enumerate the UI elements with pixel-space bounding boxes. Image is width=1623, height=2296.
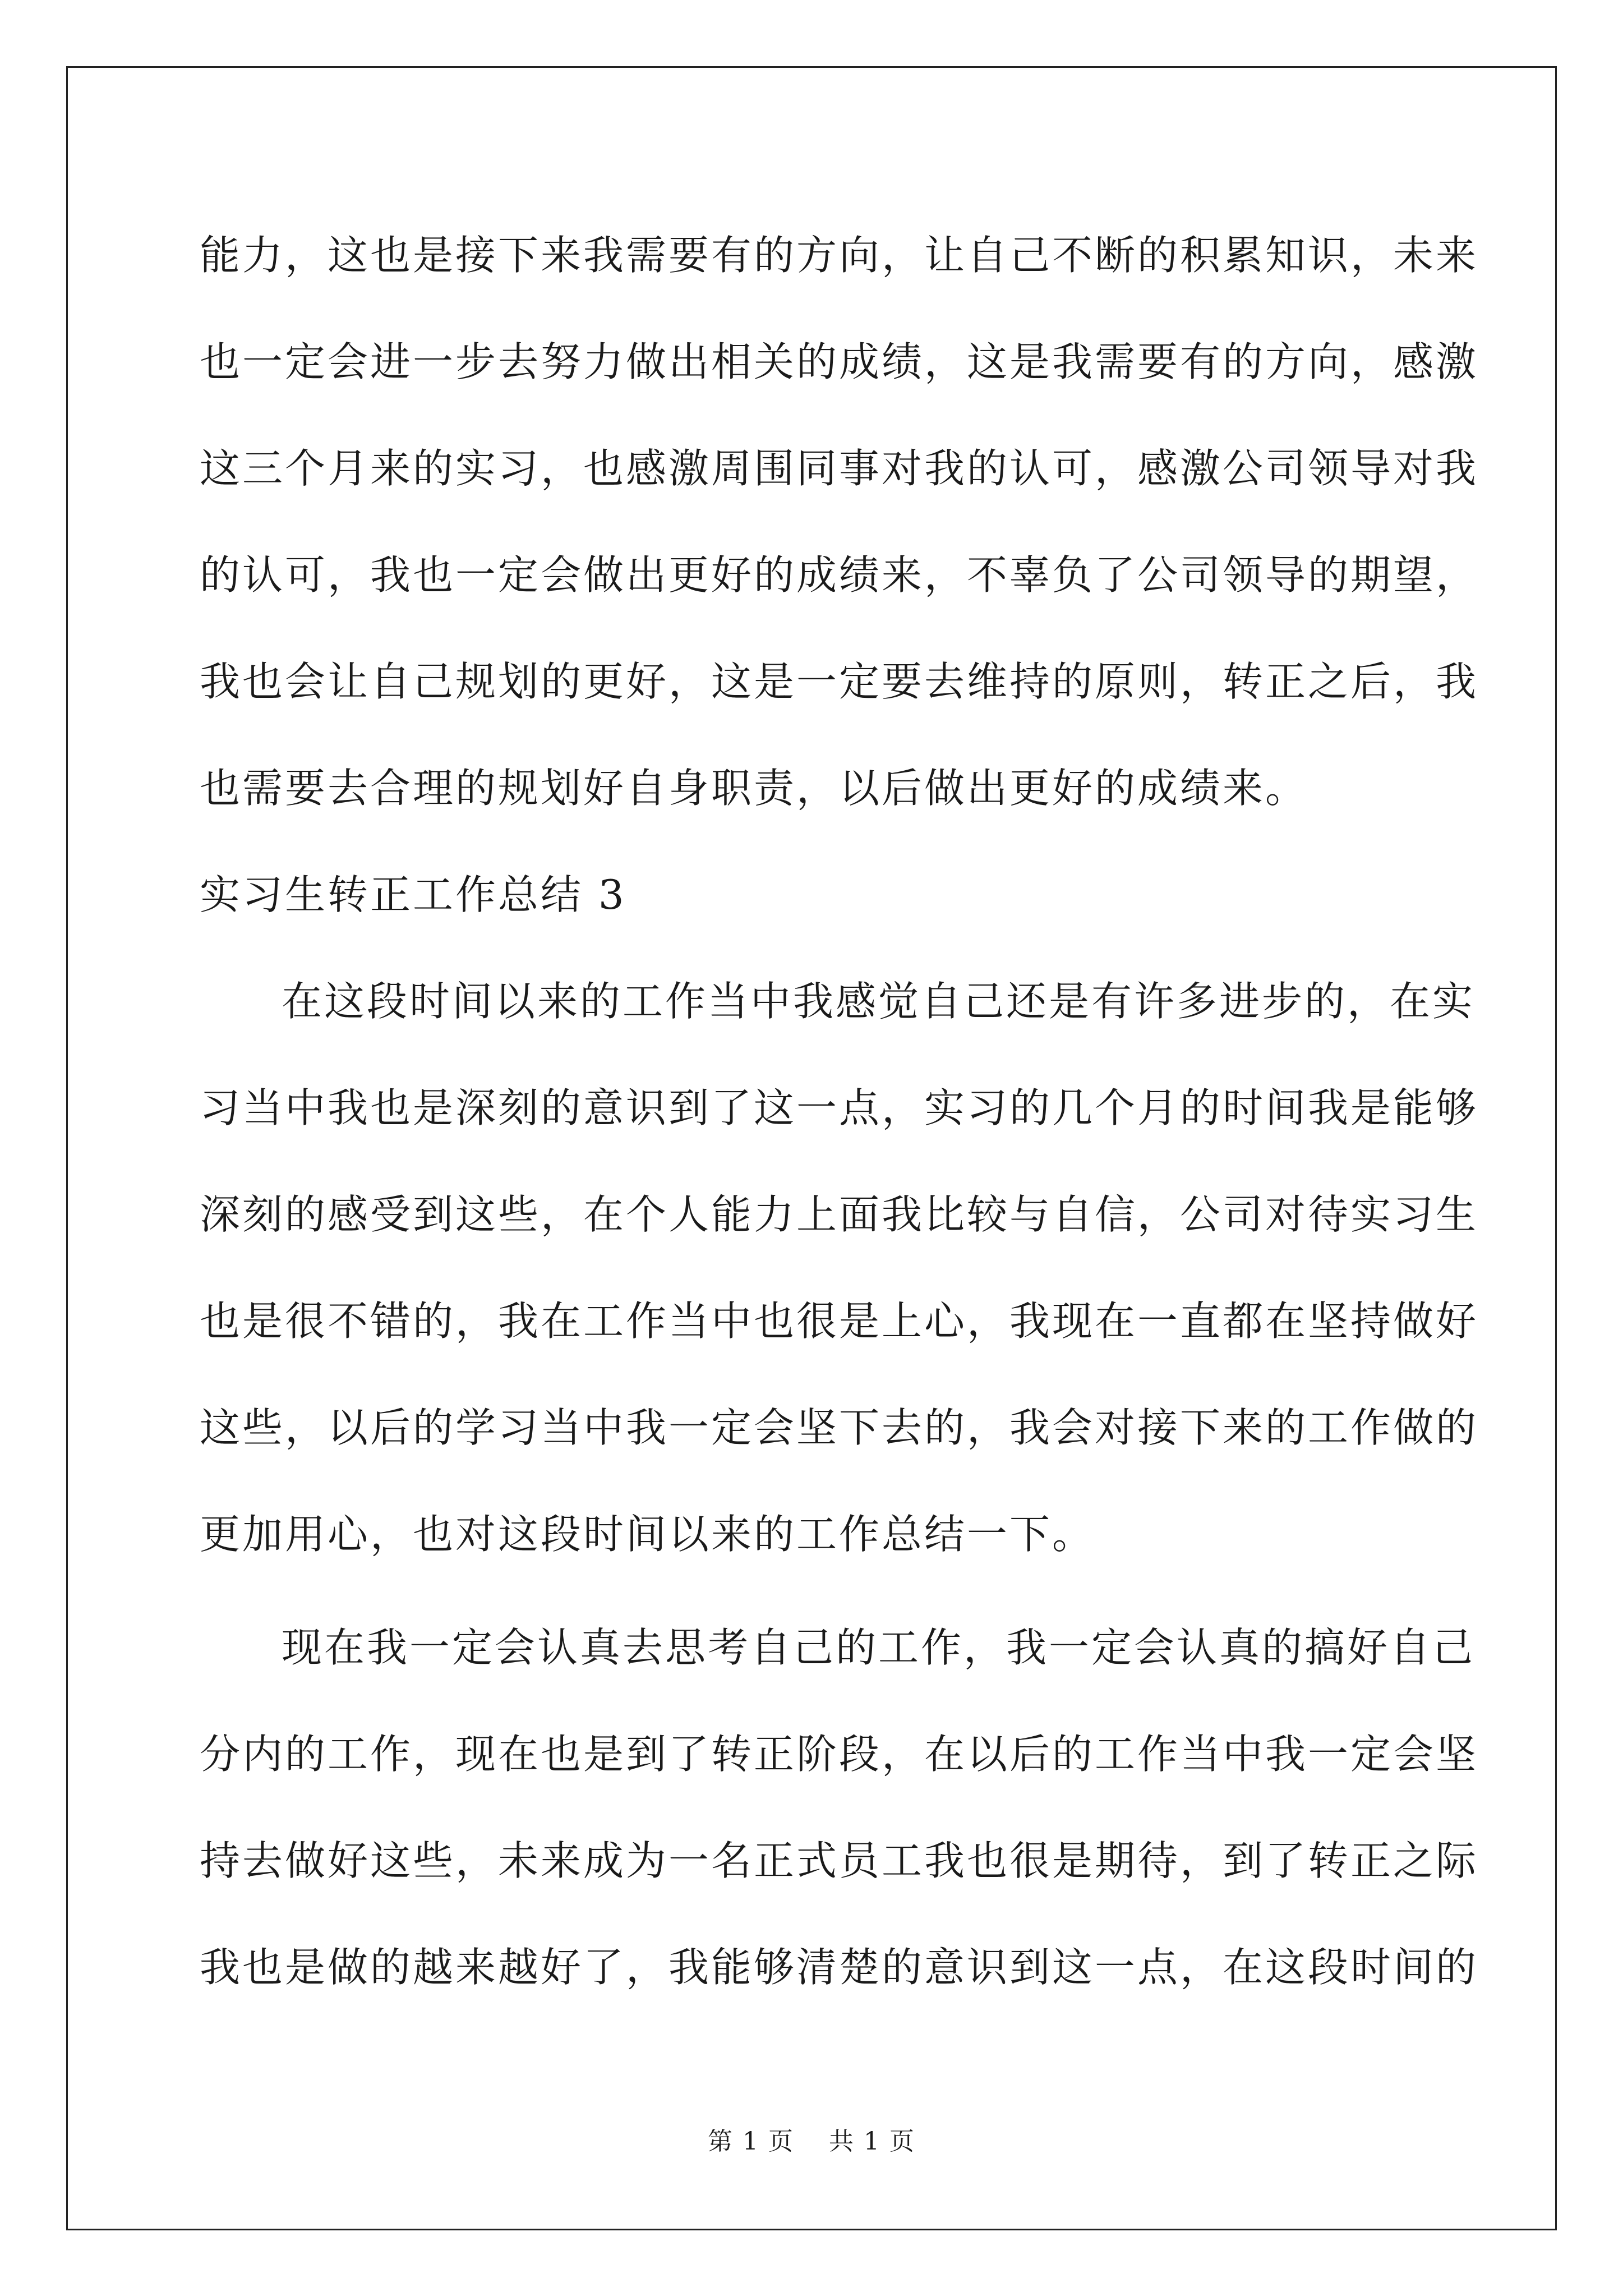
text-line: 持去做好这些，未来成为一名正式员工我也很是期待，到了转正之际 [200,1837,1479,1884]
text-line: 能力，这也是接下来我需要有的方向，让自己不断的积累知识，未来 [200,232,1479,279]
paragraph-gap [200,1599,1428,1605]
text-line: 更加用心，也对这段时间以来的工作总结一下。 [200,1511,1095,1558]
page-number-footer: 第 1 页 共 1 页 [708,2127,915,2156]
text-line: 也需要去合理的规划好自身职责，以后做出更好的成绩来。 [200,765,1308,812]
text-line: 的认可，我也一定会做出更好的成绩来，不辜负了公司领导的期望， [200,551,1479,599]
text-line: 现在我一定会认真去思考自己的工作，我一定会认真的搞好自己 [282,1624,1476,1671]
text-line: 分内的工作，现在也是到了转正阶段，在以后的工作当中我一定会坚 [200,1731,1479,1778]
text-line: 也一定会进一步去努力做出相关的成绩，这是我需要有的方向，感激 [200,338,1479,385]
text-line: 我也是做的越来越好了，我能够清楚的意识到这一点，在这段时间的 [200,1944,1479,1991]
text-line: 在这段时间以来的工作当中我感觉自己还是有许多进步的，在实 [282,978,1476,1025]
text-line: 我也会让自己规划的更好，这是一定要去维持的原则，转正之后，我 [200,658,1479,705]
text-line: 也是很不错的，我在工作当中也很是上心，我现在一直都在坚持做好 [200,1297,1479,1345]
text-line: 习当中我也是深刻的意识到了这一点，实习的几个月的时间我是能够 [200,1084,1479,1131]
section-heading: 实习生转正工作总结 3 [200,871,626,918]
text-line: 这些，以后的学习当中我一定会坚下去的，我会对接下来的工作做的 [200,1404,1479,1451]
document-body [200,213,1479,2032]
text-line: 这三个月来的实习，也感激周围同事对我的认可，感激公司领导对我 [200,445,1479,492]
text-line: 深刻的感受到这些，在个人能力上面我比较与自信，公司对待实习生 [200,1191,1479,1238]
